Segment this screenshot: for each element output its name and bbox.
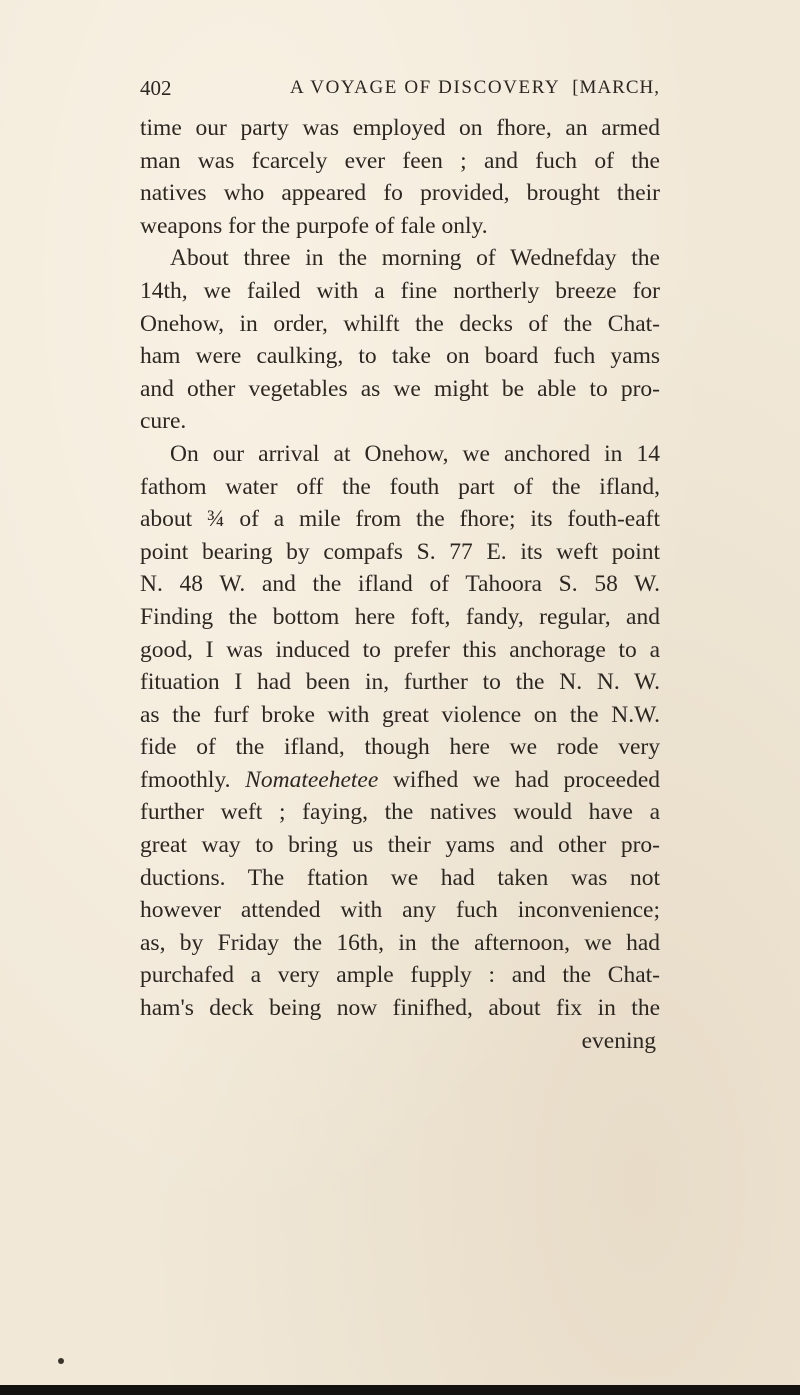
text-line: Finding the bottom here foft, fandy, regular, and [140,603,660,630]
scan-edge [0,1385,800,1395]
text-line: weapons for the purpofe of fale only. [140,212,488,239]
running-title: A VOYAGE OF DISCOVERY [290,77,561,98]
text-line: fide of the ifland, though here we rode very [140,734,660,761]
text-line: further weft ; faying, the natives would have a [140,799,660,826]
text-line: 14th, we failed with a fine northerly breeze for [140,277,660,304]
text-line: and other vegetables as we might be able to pro- [140,375,660,402]
text-line: as, by Friday the 16th, in the afternoon, we had [140,929,660,956]
running-header [140,76,660,106]
text-fragment: wifhed we had proceeded [392,766,661,793]
paragraph-start: About three in the morning of Wednefday the [170,245,660,272]
text-line: about ¾ of a mile from the fhore; its fouth-eaft [140,506,660,533]
text-line: good, I was induced to prefer this anchorage to a [140,636,660,663]
text-line: purchafed a very ample fupply : and the Chat- [140,962,660,989]
text-line: fathom water off the fouth part of the ifland, [140,473,660,500]
text-line: ductions. The ftation we had taken was not [140,864,660,891]
text-line: time our party was employed on fhore, an armed [140,115,660,141]
body-text [140,112,660,1057]
text-line: as the furf broke with great violence on the N.W. [140,701,660,728]
text-line: great way to bring us their yams and other pro- [140,832,660,859]
text-line: point bearing by compafs S. 77 E. its weft point [140,538,660,565]
text-line: cure. [140,408,187,435]
text-line: Onehow, in order, whilft the decks of the Chat- [140,310,660,337]
paragraph-start: On our arrival at Onehow, we anchored in 14 [170,440,660,467]
text-line: natives who appeared fo provided, brought their [140,180,660,207]
text-line-with-name [140,764,660,797]
text-line: however attended with any fuch inconvenience; [140,897,660,924]
italic-name: Nomateehetee [245,766,379,793]
text-line: N. 48 W. and the ifland of Tahoora S. 58 W. [140,571,660,598]
text-line: ham were caulking, to take on board fuch yams [140,343,660,370]
ink-speck [58,1358,64,1364]
page-number: 402 [140,76,172,100]
header-month: [MARCH, [572,77,660,98]
text-line: ham's deck being now finifhed, about fix in the [140,995,660,1022]
text-fragment: fmoothly. [140,766,231,793]
catchword: evening [581,1027,656,1054]
text-line: man was fcarcely ever feen ; and fuch of the [140,147,660,174]
text-line: fituation I had been in, further to the N. N. W. [140,669,660,696]
